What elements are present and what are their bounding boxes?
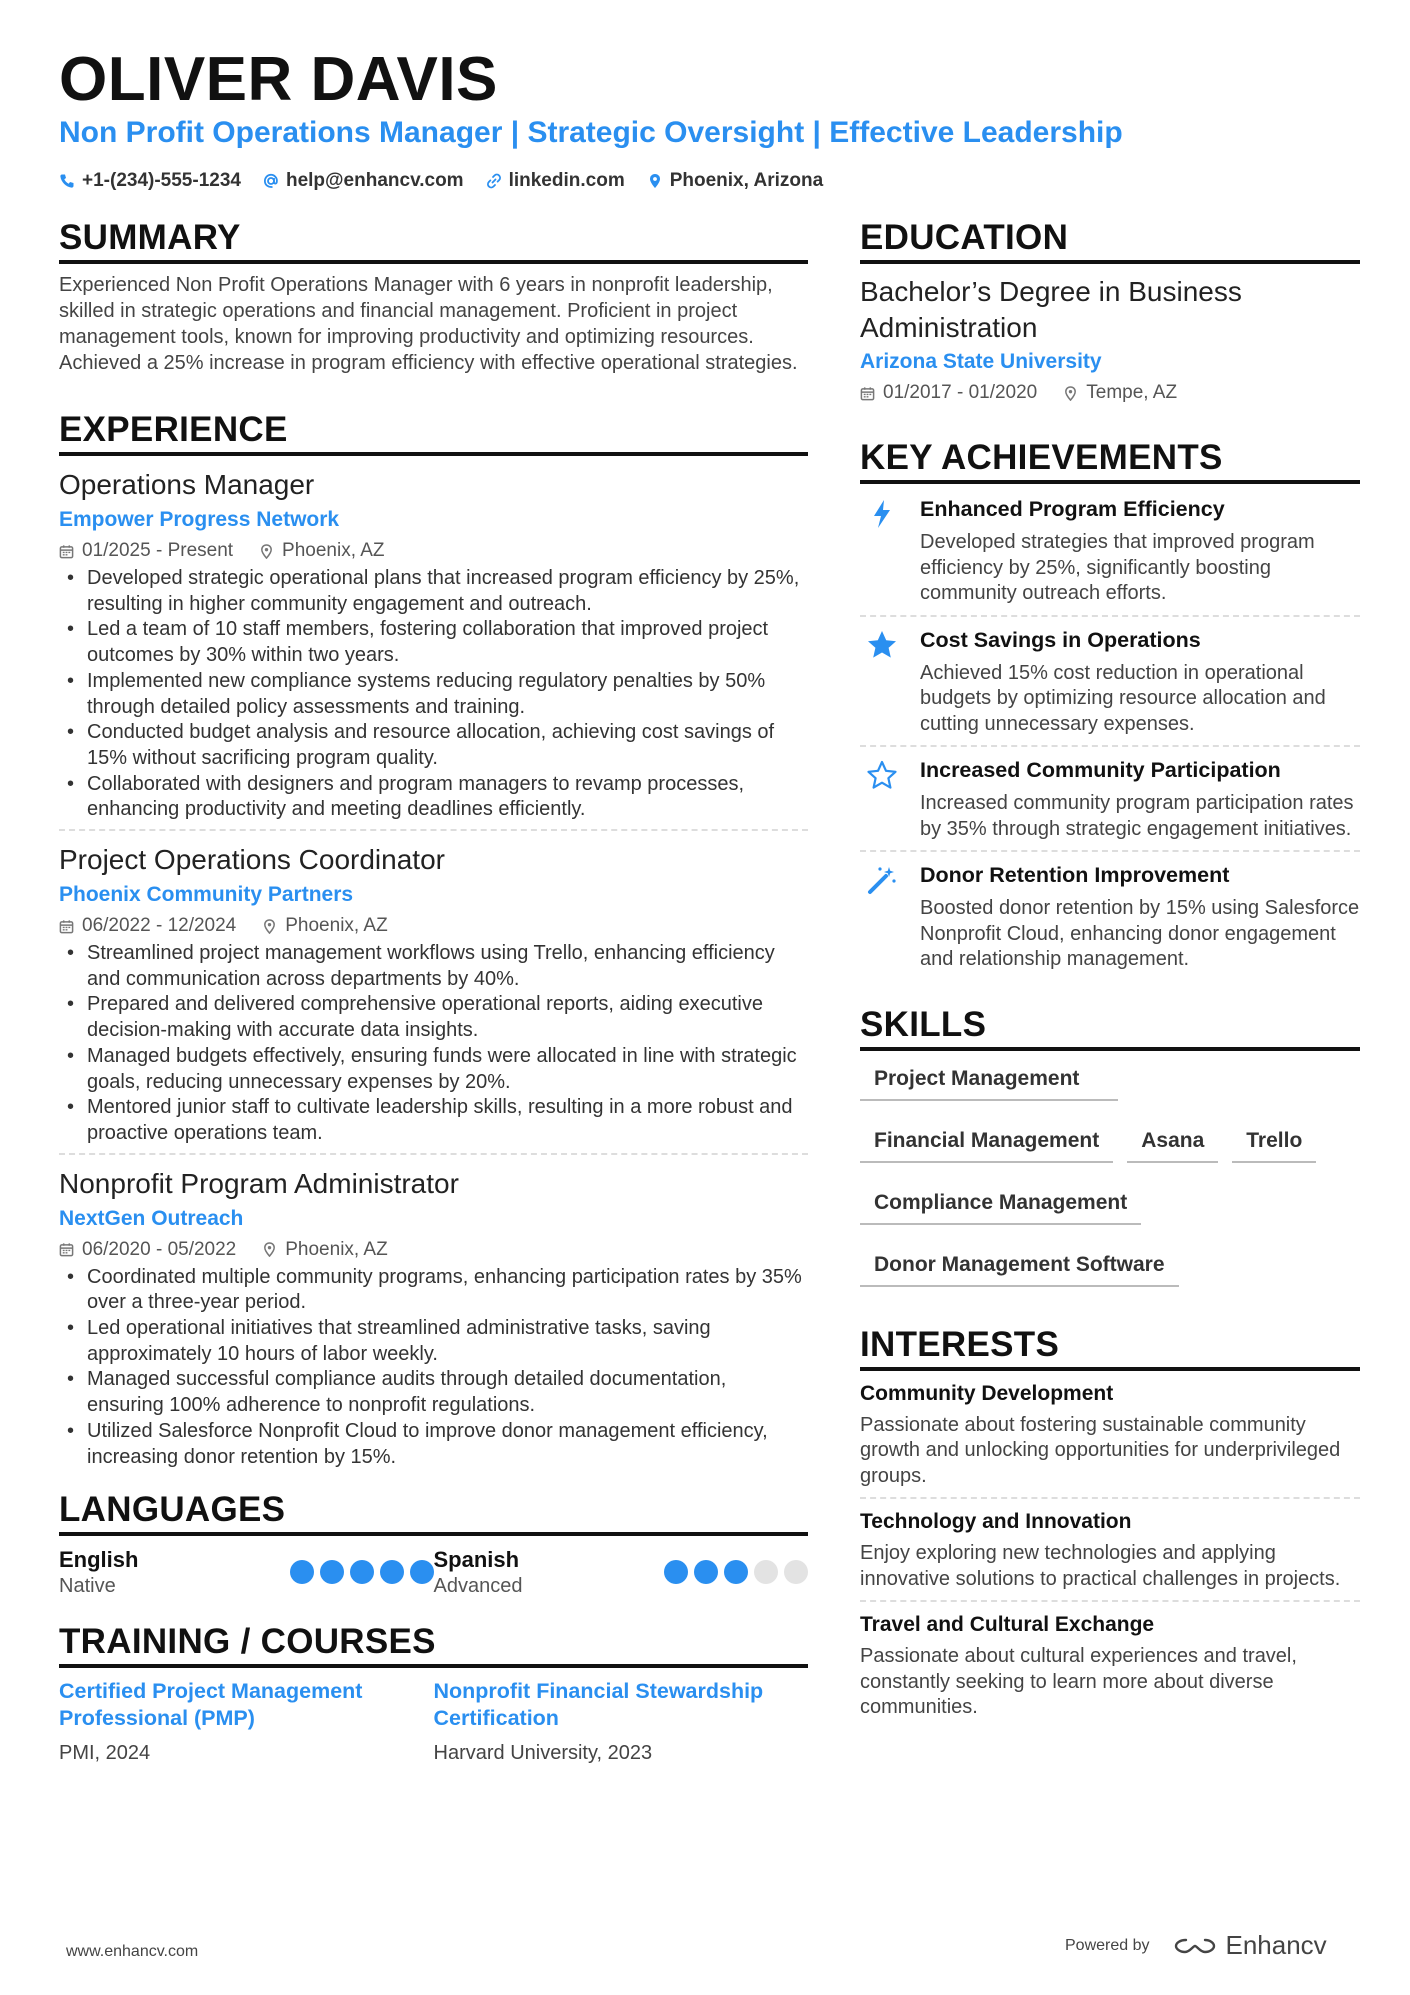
job-bullets — [59, 941, 808, 1147]
headline: Non Profit Operations Manager | Strategic Oversight | Effective Leadership — [59, 116, 1123, 149]
contact-location — [647, 170, 823, 192]
achievement-title: Enhanced Program Efficiency — [920, 497, 1225, 521]
calendar-icon — [59, 544, 74, 559]
interest-title: Technology and Innovation — [860, 1510, 1132, 1533]
job-entry — [59, 466, 808, 831]
rating-dot-empty — [754, 1560, 778, 1584]
magic-wand-icon — [866, 864, 898, 896]
interest-title: Travel and Cultural Exchange — [860, 1613, 1155, 1636]
rating-dot-empty — [784, 1560, 808, 1584]
interest-item — [860, 1375, 1360, 1500]
location-text: Phoenix, Arizona — [669, 170, 824, 191]
education-title: EDUCATION — [860, 218, 1360, 264]
skills-section — [860, 1005, 1360, 1287]
bullet: • Streamlined project management workflows using Trello, enhancing efficiency and communication across departments by 40%. — [59, 941, 808, 992]
star-filled-icon — [866, 629, 898, 661]
language-level: Advanced — [433, 1575, 523, 1598]
bullet: • Utilized Salesforce Nonprofit Cloud to improve donor management efficiency, increasing donor retention by 15%. — [59, 1419, 808, 1470]
rating-dot-filled — [694, 1560, 718, 1584]
education-section — [860, 218, 1360, 408]
language-rating — [664, 1560, 808, 1600]
job-dates: 01/2025 - Present — [82, 540, 234, 561]
skill-tag: Trello — [1232, 1123, 1316, 1163]
job-bullets — [59, 566, 808, 823]
contact-phone[interactable] — [59, 170, 241, 192]
rating-dot-filled — [350, 1560, 374, 1584]
language-item — [59, 1546, 434, 1600]
summary-title: SUMMARY — [59, 218, 808, 264]
phone-text: +1-(234)-555-1234 — [82, 170, 241, 191]
training-title: TRAINING / COURSES — [59, 1622, 808, 1668]
experience-section — [59, 410, 808, 1476]
linkedin-text: linkedin.com — [508, 170, 625, 191]
interest-desc: Enjoy exploring new technologies and applying innovative solutions to practical challenges in projects. — [860, 1542, 1341, 1590]
achievements-title: KEY ACHIEVEMENTS — [860, 438, 1360, 484]
degree: Bachelor’s Degree in Business Administration — [860, 276, 1242, 343]
job-entry — [59, 841, 808, 1155]
rating-dot-filled — [724, 1560, 748, 1584]
school-name: Arizona State University — [860, 350, 1102, 373]
skill-tag: Financial Management — [860, 1123, 1113, 1163]
candidate-name: OLIVER DAVIS — [59, 45, 498, 114]
language-level: Native — [59, 1575, 116, 1598]
skill-tag: Project Management — [860, 1061, 1118, 1101]
language-rating — [290, 1560, 434, 1600]
bullet: • Mentored junior staff to cultivate leadership skills, resulting in a more robust and proactive operations team. — [59, 1095, 808, 1146]
bullet: • Collaborated with designers and program managers to revamp processes, enhancing productivity and meeting deadlines efficiently. — [59, 772, 808, 823]
star-outline-icon — [866, 759, 898, 791]
interest-title: Community Development — [860, 1381, 1114, 1405]
company-name: Empower Progress Network — [59, 508, 340, 531]
language-name: English — [59, 1547, 139, 1573]
skills-list — [860, 1061, 1360, 1287]
language-item — [434, 1546, 809, 1600]
education-location: Tempe, AZ — [1086, 382, 1178, 403]
interests-title: INTERESTS — [860, 1325, 1360, 1371]
interest-desc: Passionate about fostering sustainable community growth and unlocking opportunities for underprivileged groups. — [860, 1413, 1341, 1487]
bullet: • Developed strategic operational plans that increased program efficiency by 25%, resulting in higher community engagement and outreach. — [59, 566, 808, 617]
job-meta — [59, 911, 808, 941]
map-pin-icon — [262, 1242, 277, 1257]
education-dates: 01/2017 - 01/2020 — [883, 382, 1038, 403]
bullet: • Led a team of 10 staff members, fostering collaboration that improved project outcomes by 30% within two years. — [59, 617, 808, 668]
achievement-title: Increased Community Participation — [920, 758, 1281, 782]
rating-dot-filled — [290, 1560, 314, 1584]
bullet: • Conducted budget analysis and resource allocation, achieving cost savings of 15% without sacrificing program quality. — [59, 720, 808, 771]
calendar-icon — [860, 386, 875, 401]
contact-linkedin[interactable] — [486, 170, 625, 192]
map-pin-icon — [259, 544, 274, 559]
job-meta — [59, 536, 808, 566]
company-name: NextGen Outreach — [59, 1206, 244, 1230]
achievement-item — [860, 747, 1360, 852]
skill-tag: Donor Management Software — [860, 1247, 1179, 1287]
powered-by-label: Powered by — [1065, 1936, 1150, 1954]
phone-icon — [59, 173, 75, 189]
achievement-desc: Boosted donor retention by 15% using Salesforce Nonprofit Cloud, enhancing donor engagement and relationship management. — [920, 897, 1360, 970]
interest-item — [860, 1503, 1360, 1602]
achievement-title: Donor Retention Improvement — [920, 863, 1230, 887]
bullet: • Managed successful compliance audits through detailed documentation, ensuring 100% adherence to nonprofit regulations. — [59, 1367, 808, 1418]
brand-name: Enhancv — [1225, 1930, 1327, 1960]
calendar-icon — [59, 919, 74, 934]
job-location: Phoenix, AZ — [285, 915, 388, 937]
achievement-desc: Achieved 15% cost reduction in operational budgets by optimizing resource allocation and cutting unnecessary expenses. — [920, 661, 1326, 735]
job-location: Phoenix, AZ — [285, 1238, 388, 1260]
left-column — [59, 218, 808, 1768]
job-meta — [59, 1235, 808, 1265]
contact-bar — [59, 170, 823, 192]
skills-title: SKILLS — [860, 1005, 1360, 1051]
achievement-item — [860, 617, 1360, 748]
experience-title: EXPERIENCE — [59, 410, 808, 456]
job-entry — [59, 1165, 808, 1477]
training-org: Harvard University, 2023 — [433, 1742, 653, 1765]
training-section — [59, 1622, 808, 1768]
achievement-desc: Increased community program participation rates by 35% through strategic engagement initiatives. — [920, 792, 1354, 840]
footer-website[interactable]: www.enhancv.com — [66, 1943, 199, 1960]
job-title: Project Operations Coordinator — [59, 844, 445, 876]
brand-logo[interactable] — [1172, 1930, 1327, 1961]
languages-list — [59, 1546, 808, 1600]
training-list — [59, 1678, 808, 1768]
summary-section — [59, 218, 808, 376]
bullet: • Managed budgets effectively, ensuring funds were allocated in line with strategic goals, reducing unnecessary expenses by 20%. — [59, 1044, 808, 1095]
job-title: Operations Manager — [59, 469, 315, 500]
footer-branding — [1065, 1930, 1327, 1961]
map-pin-icon — [1063, 386, 1078, 401]
training-org: PMI, 2024 — [59, 1742, 151, 1765]
link-icon — [486, 173, 502, 189]
languages-section — [59, 1490, 808, 1600]
contact-email[interactable] — [263, 170, 464, 192]
language-name: Spanish — [433, 1547, 520, 1573]
interest-item — [860, 1606, 1360, 1729]
bullet: • Led operational initiatives that streamlined administrative tasks, saving approximately 10 hours of labor weekly. — [59, 1316, 808, 1367]
email-text: help@enhancv.com — [285, 170, 464, 191]
interest-desc: Passionate about cultural experiences and travel, constantly seeking to learn more about diverse communities. — [860, 1645, 1297, 1718]
lightning-icon — [866, 498, 898, 530]
training-name: Certified Project Management Professional (PMP) — [59, 1679, 363, 1731]
bullet: • Implemented new compliance systems reducing regulatory penalties by 50% through detailed policy assessments and training. — [59, 669, 808, 720]
skill-tag: Compliance Management — [860, 1185, 1141, 1225]
achievement-item — [860, 486, 1360, 617]
rating-dot-filled — [410, 1560, 434, 1584]
training-item — [434, 1678, 809, 1768]
training-name: Nonprofit Financial Stewardship Certification — [433, 1679, 764, 1731]
job-title: Nonprofit Program Administrator — [59, 1167, 459, 1199]
achievements-section — [860, 438, 1360, 981]
interests-section — [860, 1325, 1360, 1729]
rating-dot-filled — [664, 1560, 688, 1584]
training-item — [59, 1678, 434, 1768]
job-dates: 06/2020 - 05/2022 — [82, 1238, 237, 1260]
achievement-desc: Developed strategies that improved program efficiency by 25%, significantly boosting community outreach efforts. — [920, 531, 1315, 604]
bullet: • Coordinated multiple community programs, enhancing participation rates by 35% over a three-year period. — [59, 1265, 808, 1316]
job-dates: 06/2022 - 12/2024 — [82, 915, 237, 937]
rating-dot-filled — [320, 1560, 344, 1584]
achievement-item — [860, 852, 1360, 981]
at-icon — [263, 173, 279, 189]
map-pin-icon — [262, 919, 277, 934]
education-meta — [860, 378, 1360, 408]
languages-title: LANGUAGES — [59, 1490, 808, 1536]
skill-tag: Asana — [1127, 1123, 1218, 1163]
calendar-icon — [59, 1242, 74, 1257]
achievement-title: Cost Savings in Operations — [920, 627, 1201, 652]
map-pin-icon — [647, 173, 663, 189]
rating-dot-filled — [380, 1560, 404, 1584]
right-column — [860, 218, 1360, 1733]
job-bullets — [59, 1265, 808, 1471]
bullet: • Prepared and delivered comprehensive operational reports, aiding executive decision-making with accurate data insights. — [59, 992, 808, 1043]
company-name: Phoenix Community Partners — [59, 883, 354, 907]
enhancv-logo-icon — [1172, 1935, 1218, 1957]
summary-text: Experienced Non Profit Operations Manager with 6 years in nonprofit leadership, skilled in strategic operations and financial management. Proficient in project management tools, known for improving productivity and optimizing resources. Achieved a 25% increase in program efficiency with effective operational strategies. — [59, 274, 798, 374]
job-location: Phoenix, AZ — [282, 540, 385, 561]
